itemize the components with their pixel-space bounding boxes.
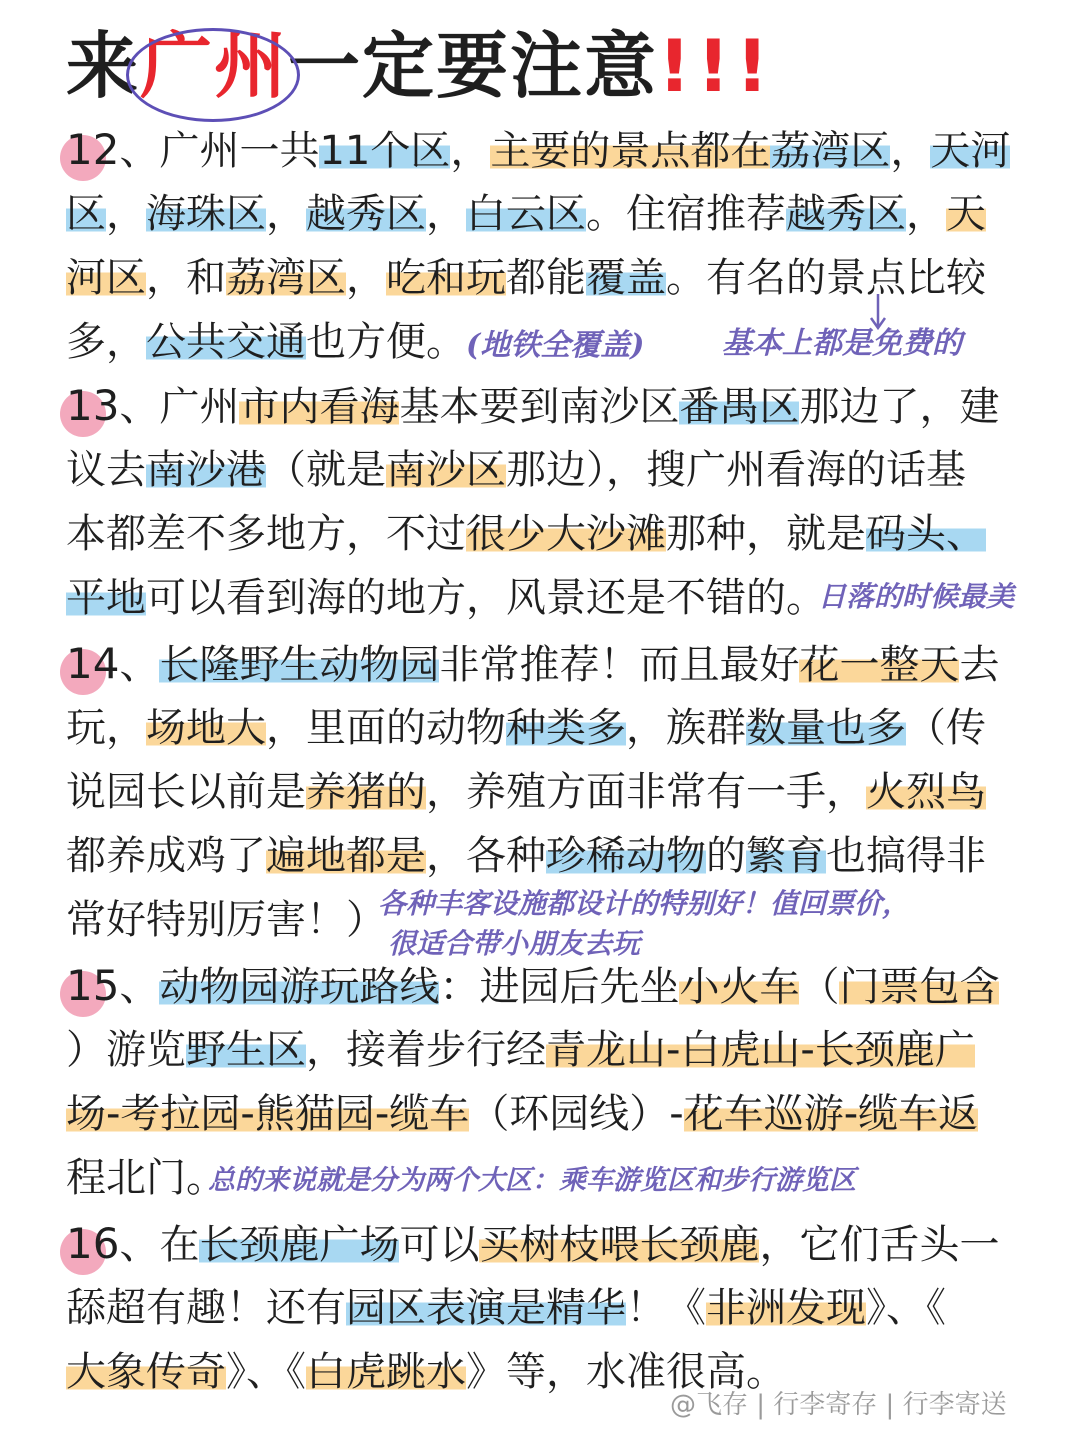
text-segment: 去	[959, 642, 1000, 688]
text-segment: 那种，就是	[666, 511, 866, 557]
highlight-blue: 长隆野生动物园	[159, 642, 440, 688]
title-suffix: 一定要注意	[288, 24, 659, 108]
highlight-blue: 公共交通	[146, 319, 306, 365]
text-segment: 本都差不多地方，不过	[66, 511, 466, 557]
text-line	[66, 1018, 999, 1082]
text-segment: ，它们舌头一	[759, 1222, 1000, 1268]
highlight-blue: 动物园游玩路线	[159, 964, 440, 1010]
text-segment: 也方便。	[306, 319, 466, 365]
text-segment: 、广州一共	[119, 128, 320, 174]
text-segment: 程北门。	[66, 1155, 226, 1201]
text-segment: 都能	[506, 255, 586, 301]
text-segment: 非常推荐！而且最好	[439, 642, 800, 688]
highlight-orange: 花车巡游-缆车返	[683, 1091, 979, 1137]
highlight-orange: 场-考拉园-熊猫园-缆车	[66, 1091, 470, 1137]
title-prefix: 来	[66, 24, 141, 108]
text-segment: （传	[906, 705, 986, 751]
text-line	[66, 118, 1010, 182]
page-title	[66, 18, 775, 114]
text-segment: 、	[119, 964, 160, 1010]
highlight-orange: 主要的景点都在	[490, 128, 771, 174]
highlight-orange: 吃和玩	[386, 255, 506, 301]
text-line	[66, 374, 999, 438]
highlight-orange: 买树枝喂长颈鹿	[479, 1222, 760, 1268]
highlight-orange: 白虎跳水	[306, 1349, 466, 1395]
text-segment: （环园线）-	[469, 1091, 684, 1137]
text-line	[66, 632, 999, 696]
text-segment: 都养成鸡了	[66, 833, 266, 879]
title-exclamations: !!!	[658, 24, 775, 108]
text-segment: 》、《	[866, 1285, 946, 1331]
text-segment: 那边了，建	[799, 384, 1000, 430]
down-arrow-icon	[868, 292, 888, 332]
highlight-blue: 番禺区	[679, 384, 800, 430]
highlight-orange: 很少大沙滩	[466, 511, 666, 557]
section-number: 16	[66, 1219, 120, 1268]
text-segment: 玩，	[66, 705, 146, 751]
text-segment: ，养殖方面非常有一手，	[426, 769, 866, 815]
highlight-orange: 荔湾区	[226, 255, 346, 301]
highlight-blue: 白云区	[466, 191, 586, 237]
text-segment: 的	[706, 833, 746, 879]
text-line	[66, 824, 999, 888]
text-segment: 也搞得非	[826, 833, 986, 879]
text-segment: 舔超有趣！还有	[66, 1285, 346, 1331]
highlight-orange: 天	[946, 191, 986, 237]
highlight-orange: 非洲发现	[706, 1285, 866, 1331]
text-segment: 可以	[399, 1222, 480, 1268]
highlight-orange: 花一整天	[799, 642, 960, 688]
highlight-blue: 繁育	[746, 833, 826, 879]
text-line	[66, 182, 1010, 246]
note-two-zones: 总的来说就是分为两个大区：乘车游览区和步行游览区	[208, 1165, 856, 1196]
highlight-blue: 海珠区	[146, 191, 266, 237]
highlight-orange: 市内看海	[239, 384, 400, 430]
text-segment: 、广州	[119, 384, 240, 430]
text-segment: ，	[906, 191, 946, 237]
highlight-orange: 青龙山-白虎山-长颈鹿广	[546, 1027, 975, 1073]
text-segment: ：进园后先坐	[439, 964, 680, 1010]
highlight-blue: 南沙港	[146, 447, 266, 493]
highlight-orange: 门票包含	[839, 964, 1000, 1010]
text-segment: 说园长以前是	[66, 769, 306, 815]
highlight-blue: 长颈鹿广场	[199, 1222, 400, 1268]
highlight-blue: 越秀区	[306, 191, 426, 237]
text-segment: 、在	[119, 1222, 200, 1268]
text-segment: ，	[890, 128, 931, 174]
text-segment: 常好特别厉害！）	[66, 897, 386, 943]
text-segment: ，和	[146, 255, 226, 301]
highlight-blue: 荔湾区	[770, 128, 891, 174]
highlight-blue: 数量也多	[746, 705, 906, 751]
text-line	[66, 760, 999, 824]
highlight-blue: 覆盖	[586, 255, 666, 301]
note-facilities: 各种丰客设施都设计的特别好！值回票价，	[378, 887, 911, 920]
text-segment: ，	[346, 255, 386, 301]
highlight-orange: 南沙区	[386, 447, 506, 493]
text-segment: 、	[119, 642, 160, 688]
note-free-attractions: 基本上都是免费的	[722, 326, 962, 361]
text-segment: 多，	[66, 319, 146, 365]
highlight-blue: 天河	[930, 128, 1011, 174]
highlight-orange: 场地大	[146, 705, 266, 751]
handwritten-note: (地铁全覆盖)	[466, 328, 645, 363]
text-segment: 可以看到海的地方，风景还是不错的。	[146, 575, 826, 621]
highlight-blue: 珍稀动物	[546, 833, 706, 879]
text-segment: ，	[106, 191, 146, 237]
highlight-blue: 野生区	[186, 1027, 306, 1073]
text-segment: 》等，水准很高。	[466, 1349, 786, 1395]
text-segment: 。住宿推荐	[586, 191, 786, 237]
text-segment: ，族群	[626, 705, 746, 751]
text-segment: （就是	[266, 447, 386, 493]
text-segment: 基本要到南沙区	[399, 384, 680, 430]
section-number: 13	[66, 381, 120, 430]
note-sunset: 日落的时候最美	[818, 580, 1015, 613]
section-16	[66, 1212, 999, 1404]
text-line	[66, 1082, 999, 1146]
highlight-orange: 大象传奇	[66, 1349, 226, 1395]
text-segment: ，	[426, 191, 466, 237]
text-segment: 议去	[66, 447, 146, 493]
highlight-blue: 越秀区	[786, 191, 906, 237]
highlight-blue: 园区表演是精华	[346, 1285, 626, 1331]
text-segment: （	[799, 964, 840, 1010]
text-segment: ，接着步行经	[306, 1027, 546, 1073]
text-segment: ）游览	[66, 1027, 186, 1073]
highlight-blue: 种类多	[506, 705, 626, 751]
text-line	[66, 1276, 999, 1340]
text-segment: ，	[450, 128, 491, 174]
title-city: 广州	[140, 24, 288, 108]
text-line	[66, 1212, 999, 1276]
watermark: @飞存 | 行李寄存 | 行李寄送	[670, 1390, 1007, 1420]
text-line	[66, 502, 999, 566]
highlight-orange: 河区	[66, 255, 146, 301]
section-number: 15	[66, 961, 120, 1010]
text-segment: 那边），搜广州看海的话基	[506, 447, 966, 493]
highlight-orange: 火烈鸟	[866, 769, 986, 815]
highlight-blue: 平地	[66, 575, 146, 621]
text-segment: 》、《	[226, 1349, 306, 1395]
text-segment: ，里面的动物	[266, 705, 506, 751]
text-segment: ，各种	[426, 833, 546, 879]
highlight-blue: 码头、	[866, 511, 986, 557]
text-line	[66, 438, 999, 502]
text-segment: 。有名的景点比较	[666, 255, 986, 301]
section-number: 12	[66, 125, 120, 174]
highlight-orange: 养猪的	[306, 769, 426, 815]
text-line	[66, 954, 999, 1018]
highlight-blue: 区	[66, 191, 106, 237]
note-kids: 很适合带小朋友去玩	[388, 927, 641, 960]
highlight-orange: 小火车	[679, 964, 800, 1010]
title-circle-mark	[126, 28, 300, 122]
section-number: 14	[66, 639, 120, 688]
highlight-blue: 11个区	[319, 128, 451, 174]
highlight-orange: 遍地都是	[266, 833, 426, 879]
text-segment: ，	[266, 191, 306, 237]
text-line	[66, 696, 999, 760]
text-segment: ！《	[626, 1285, 706, 1331]
